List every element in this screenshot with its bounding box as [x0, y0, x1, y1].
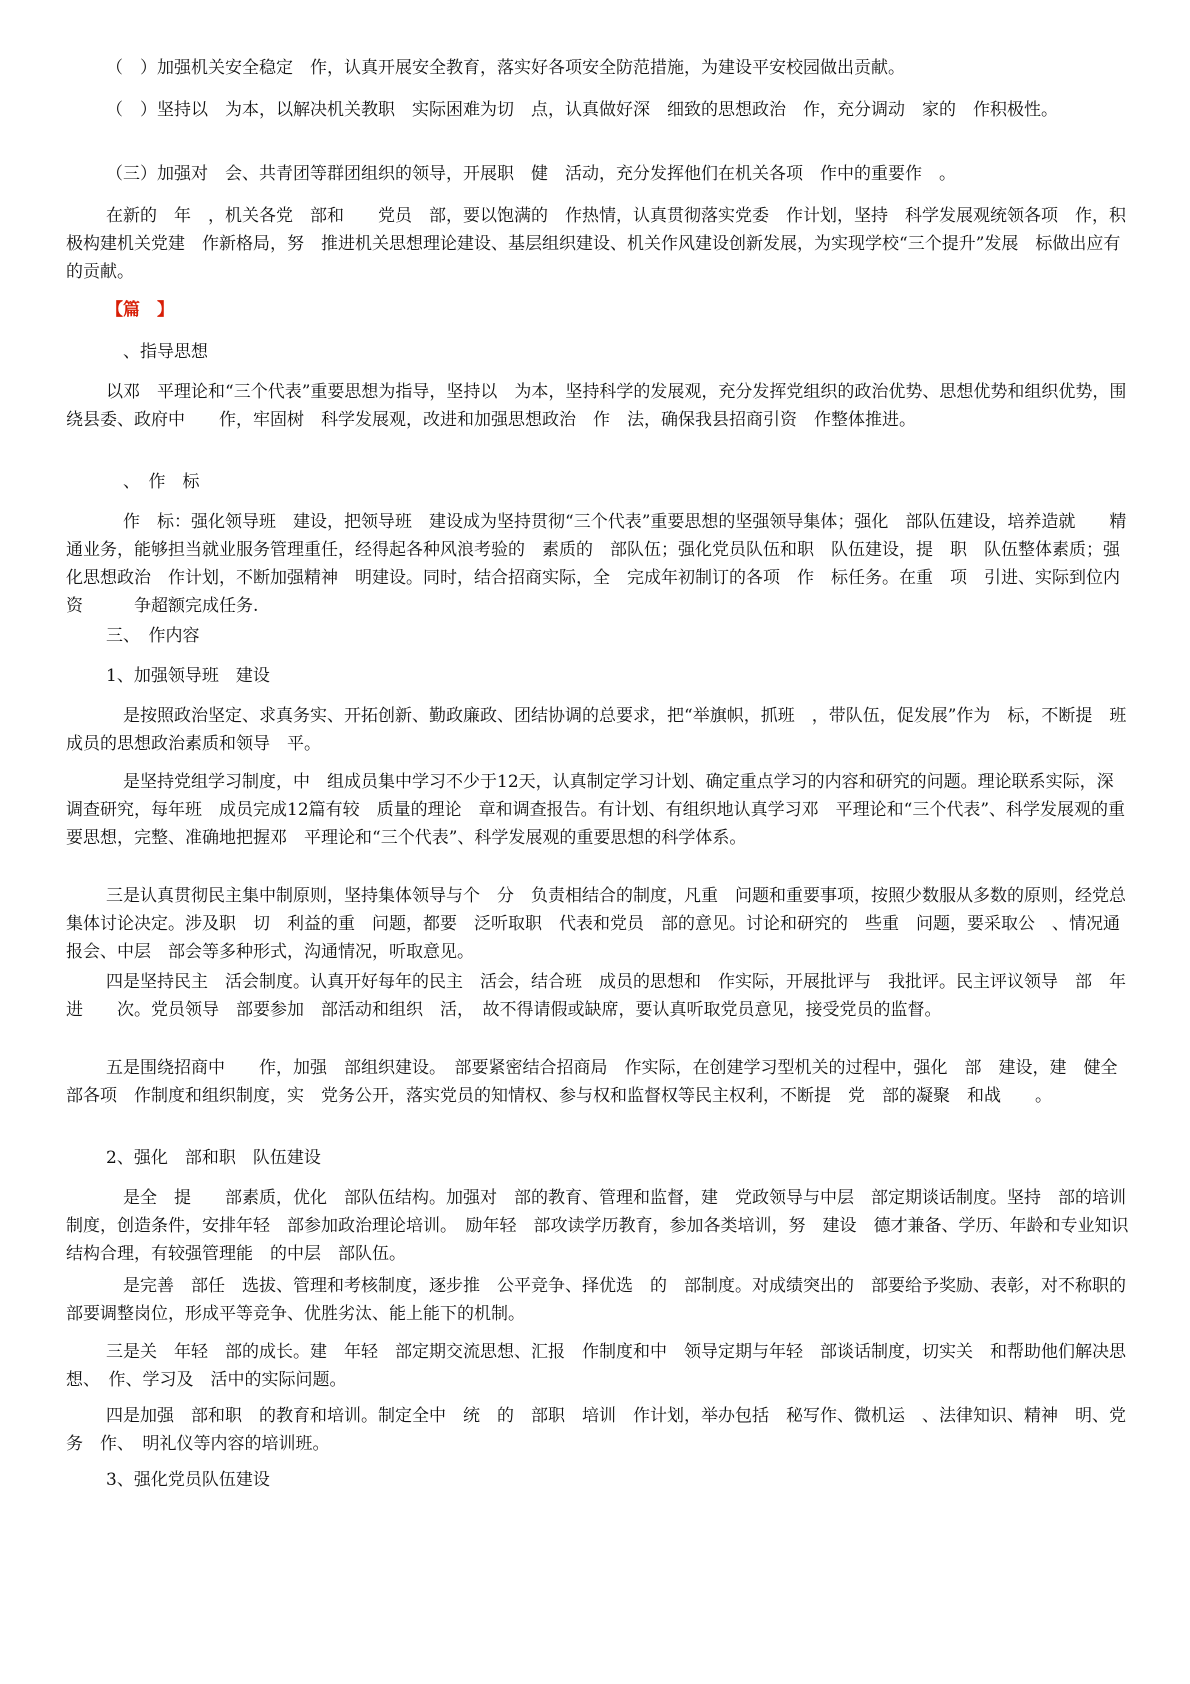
paragraph-leadership-5: 五是围绕招商中 作，加强 部组织建设。 部要紧密结合招商局 作实际，在创建学习型机关的过程中，强化 部 建设，建 健全 部各项 作制度和组织制度，实 党务公开，落实党员的知情权、参与权和监督权等民主权利，不断提 党 部的凝聚 和战 。 [66, 1058, 1135, 1106]
paragraph-mass-organizations: （三）加强对 会、共青团等群团组织的领导，开展职 健 活动，充分发挥他们在机关各项 作中的重要作 。 [106, 164, 956, 184]
paragraph-cadre-2: 是完善 部任 选拔、管理和考核制度，逐步推 公平竞争、择优选 的 部制度。对成绩突出的 部要给予奖励、表彰，对不称职的 部要调整岗位，形成平等竞争、优胜劣汰、能上能下的机制。 [66, 1276, 1143, 1324]
paragraph-leadership-4: 四是坚持民主 活会制度。认真开好每年的民主 活会，结合班 成员的思想和 作实际，开展批评与 我批评。民主评议领导 部 年进 次。党员领导 部要参加 部活动和组织 活， 故不得请假或缺席，要认真听取党员意见，接受党员的监督。 [66, 972, 1126, 1020]
heading-work-content: 三、 作内容 [106, 626, 200, 646]
section-marker: 【篇 】 [106, 300, 174, 320]
heading-leadership: 1、加强领导班 建设 [106, 666, 270, 686]
paragraph-new-year: 在新的 年 ，机关各党 部和 党员 部，要以饱满的 作热情，认真贯彻落实党委 作计划，坚持 科学发展观统领各项 作，积极构建机关党建 作新格局，努 推进机关思想理论建设、基层组织建设、机关作风建设创新发展，为实现学校“三个提升”发展 标做出应有的贡献。 [66, 206, 1126, 282]
paragraph-leadership-2: 是坚持党组学习制度，中 组成员集中学习不少于12天，认真制定学习计划、确定重点学习的内容和研究的问题。理论联系实际，深 调查研究，每年班 成员完成12篇有较 质量的理论 章和调查报告。有计划、有组织地认真学习邓 平理论和“三个代表”、科学发展观的重要思想，完整、准确地把握邓 平理论和“三个代表”、科学发展观的重要思想的科学体系。 [66, 772, 1131, 848]
paragraph-work-goals: 作 标：强化领导班 建设，把领导班 建设成为坚持贯彻“三个代表”重要思想的坚强领导集体；强化 部队伍建设，培养造就 精通业务，能够担当就业服务管理重任，经得起各种风浪考验的 素质的 部队伍；强化党员队伍和职 队伍建设，提 职 队伍整体素质；强化思想政治 作计划，不断加强精神 明建设。同时，结合招商实际，全 完成年初制订的各项 作 标任务。在重 项 引进、实际到位内资 争超额完成任务. [66, 512, 1127, 616]
paragraph-people-first: （ ）坚持以 为本，以解决机关教职 实际困难为切 点，认真做好深 细致的思想政治 作，充分调动 家的 作积极性。 [106, 100, 1058, 120]
paragraph-cadre-4: 四是加强 部和职 的教育和培训。制定全中 统 的 部职 培训 作计划，举办包括 秘写作、微机运 、法律知识、精神 明、党务 作、 明礼仪等内容的培训班。 [66, 1406, 1126, 1454]
heading-guiding-ideology: 、指导思想 [106, 342, 208, 362]
paragraph-security: （ ）加强机关安全稳定 作，认真开展安全教育，落实好各项安全防范措施，为建设平安校园做出贡献。 [106, 58, 905, 78]
heading-work-goals: 、 作 标 [106, 472, 200, 492]
paragraph-leadership-3: 三是认真贯彻民主集中制原则，坚持集体领导与个 分 负责相结合的制度，凡重 问题和重要事项，按照少数服从多数的原则，经党总 集体讨论决定。涉及职 切 利益的重 问题，都要 泛听取职 代表和党员 部的意见。讨论和研究的 些重 问题，要采取公 、情况通报会、中层 部会等多种形式，沟通情况，听取意见。 [66, 886, 1143, 962]
heading-cadre-staff: 2、强化 部和职 队伍建设 [106, 1148, 321, 1168]
paragraph-cadre-1: 是全 提 部素质，优化 部队伍结构。加强对 部的教育、管理和监督，建 党政领导与中层 部定期谈话制度。坚持 部的培训制度，创造条件，安排年轻 部参加政治理论培训。 励年轻 部攻读学历教育，参加各类培训，努 建设 德才兼备、学历、年龄和专业知识结构合理，有较强管理能 的中层 部队伍。 [66, 1188, 1129, 1264]
paragraph-guiding-ideology: 以邓 平理论和“三个代表”重要思想为指导，坚持以 为本，坚持科学的发展观，充分发挥党组织的政治优势、思想优势和组织优势，围绕县委、政府中 作，牢固树 科学发展观，改进和加强思想政治 作 法，确保我县招商引资 作整体推进。 [66, 382, 1127, 430]
heading-party-members: 3、强化党员队伍建设 [106, 1470, 270, 1490]
paragraph-leadership-1: 是按照政治坚定、求真务实、开拓创新、勤政廉政、团结协调的总要求，把“举旗帜，抓班 ，带队伍，促发展”作为 标，不断提 班 成员的思想政治素质和领导 平。 [66, 706, 1144, 754]
paragraph-cadre-3: 三是关 年轻 部的成长。建 年轻 部定期交流思想、汇报 作制度和中 领导定期与年轻 部谈话制度，切实关 和帮助他们解决思想、 作、学习及 活中的实际问题。 [66, 1342, 1126, 1390]
